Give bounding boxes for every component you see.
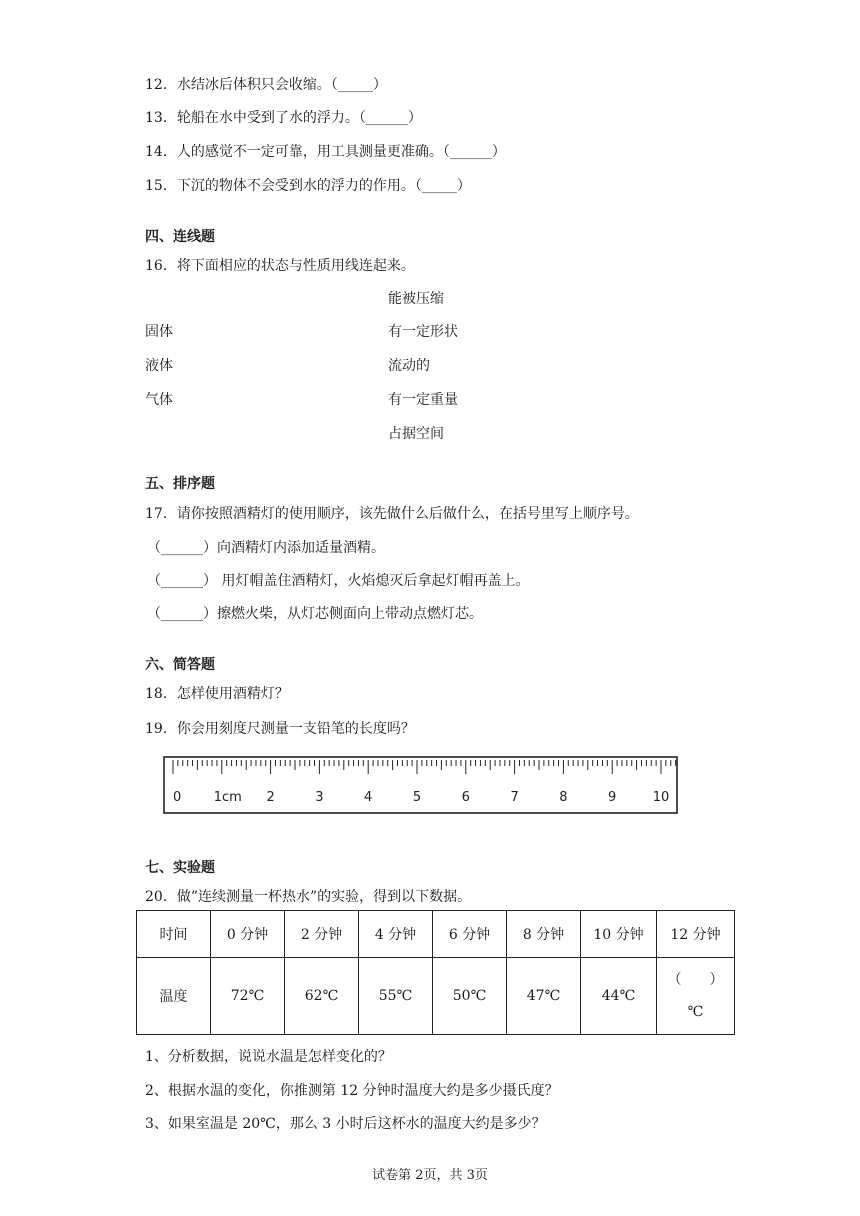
sub-question-2: 2、根据水温的变化，你推测第 12 分钟时温度大约是多少摄氏度？ bbox=[145, 1083, 559, 1099]
table-cell: 4 分钟 bbox=[359, 911, 433, 958]
state-solid: 固体 bbox=[145, 324, 173, 340]
ruler-label: 1cm bbox=[213, 790, 242, 805]
sub-question-1: 1、分析数据，说说水温是怎样变化的？ bbox=[145, 1049, 392, 1065]
ruler-label: 8 bbox=[559, 790, 568, 805]
section-heading-matching: 四、连线题 bbox=[145, 229, 215, 245]
table-cell: 12 分钟 bbox=[657, 911, 735, 958]
question-18: 18．怎样使用酒精灯？ bbox=[145, 686, 289, 702]
judgement-item-13: 13．轮船在水中受到了水的浮力。（______） bbox=[145, 110, 422, 126]
table-cell: 6 分钟 bbox=[433, 911, 507, 958]
ordering-step-1: （______）向酒精灯内添加适量酒精。 bbox=[147, 540, 385, 556]
ruler-label: 5 bbox=[412, 790, 422, 805]
table-cell: 8 分钟 bbox=[507, 911, 581, 958]
table-cell-blank bbox=[657, 958, 735, 1035]
table-cell: 2 分钟 bbox=[285, 911, 359, 958]
property-has-weight: 有一定重量 bbox=[388, 392, 458, 408]
state-gas: 气体 bbox=[145, 392, 173, 408]
ordering-step-2: （______） 用灯帽盖住酒精灯，火焰熄灭后拿起灯帽再盖上。 bbox=[147, 573, 530, 589]
table-cell: 62℃ bbox=[285, 958, 359, 1035]
property-flowing: 流动的 bbox=[388, 358, 430, 374]
answer-blank: （ ） bbox=[667, 972, 724, 988]
table-row-temperature bbox=[137, 958, 735, 1035]
ruler-label: 7 bbox=[510, 790, 519, 805]
section-heading-ordering: 五、排序题 bbox=[145, 476, 215, 492]
judgement-item-15: 15．下沉的物体不会受到水的浮力的作用。（_____） bbox=[145, 178, 471, 194]
table-cell: 72℃ bbox=[211, 958, 285, 1035]
table-cell: 55℃ bbox=[359, 958, 433, 1035]
unit-celsius: ℃ bbox=[687, 1004, 704, 1020]
property-occupies-space: 占据空间 bbox=[388, 426, 444, 442]
judgement-item-14: 14．人的感觉不一定可靠，用工具测量更准确。（______） bbox=[145, 144, 506, 160]
ruler-label: 0 bbox=[173, 790, 182, 805]
table-cell: 47℃ bbox=[507, 958, 581, 1035]
page-footer: 试卷第 2页，共 3页 bbox=[372, 1168, 488, 1183]
table-cell: 0 分钟 bbox=[211, 911, 285, 958]
table-cell: 温度 bbox=[137, 958, 211, 1035]
question-16: 16．将下面相应的状态与性质用线连起来。 bbox=[145, 258, 415, 274]
ruler-label: 2 bbox=[266, 790, 275, 805]
sub-question-3: 3、如果室温是 20℃，那么 3 小时后这杯水的温度大约是多少？ bbox=[145, 1116, 546, 1132]
question-17: 17．请你按照酒精灯的使用顺序，该先做什么后做什么，在括号里写上顺序号。 bbox=[145, 506, 639, 522]
section-heading-short-answer: 六、简答题 bbox=[145, 657, 215, 673]
table-cell: 44℃ bbox=[581, 958, 657, 1035]
table-cell: 10 分钟 bbox=[581, 911, 657, 958]
property-fixed-shape: 有一定形状 bbox=[388, 324, 458, 340]
question-20: 20．做”连续测量一杯热水”的实验，得到以下数据。 bbox=[145, 889, 472, 905]
ruler-image bbox=[163, 756, 678, 814]
ruler-label: 4 bbox=[364, 790, 373, 805]
state-liquid: 液体 bbox=[145, 358, 173, 374]
ruler-label: 3 bbox=[315, 790, 324, 805]
judgement-item-12: 12．水结冰后体积只会收缩。（_____） bbox=[145, 77, 387, 93]
ruler-label: 6 bbox=[461, 790, 470, 805]
section-heading-experiment: 七、实验题 bbox=[145, 860, 215, 876]
table-cell: 时间 bbox=[137, 911, 211, 958]
ruler-label: 10 bbox=[652, 790, 670, 805]
table-row-time bbox=[137, 911, 735, 958]
property-compressible: 能被压缩 bbox=[388, 291, 444, 307]
temperature-table bbox=[136, 910, 735, 1035]
ordering-step-3: （______）擦燃火柴，从灯芯侧面向上带动点燃灯芯。 bbox=[147, 606, 483, 622]
table-cell: 50℃ bbox=[433, 958, 507, 1035]
question-19: 19．你会用刻度尺测量一支铅笔的长度吗？ bbox=[145, 721, 415, 737]
ruler-label: 9 bbox=[608, 790, 617, 805]
